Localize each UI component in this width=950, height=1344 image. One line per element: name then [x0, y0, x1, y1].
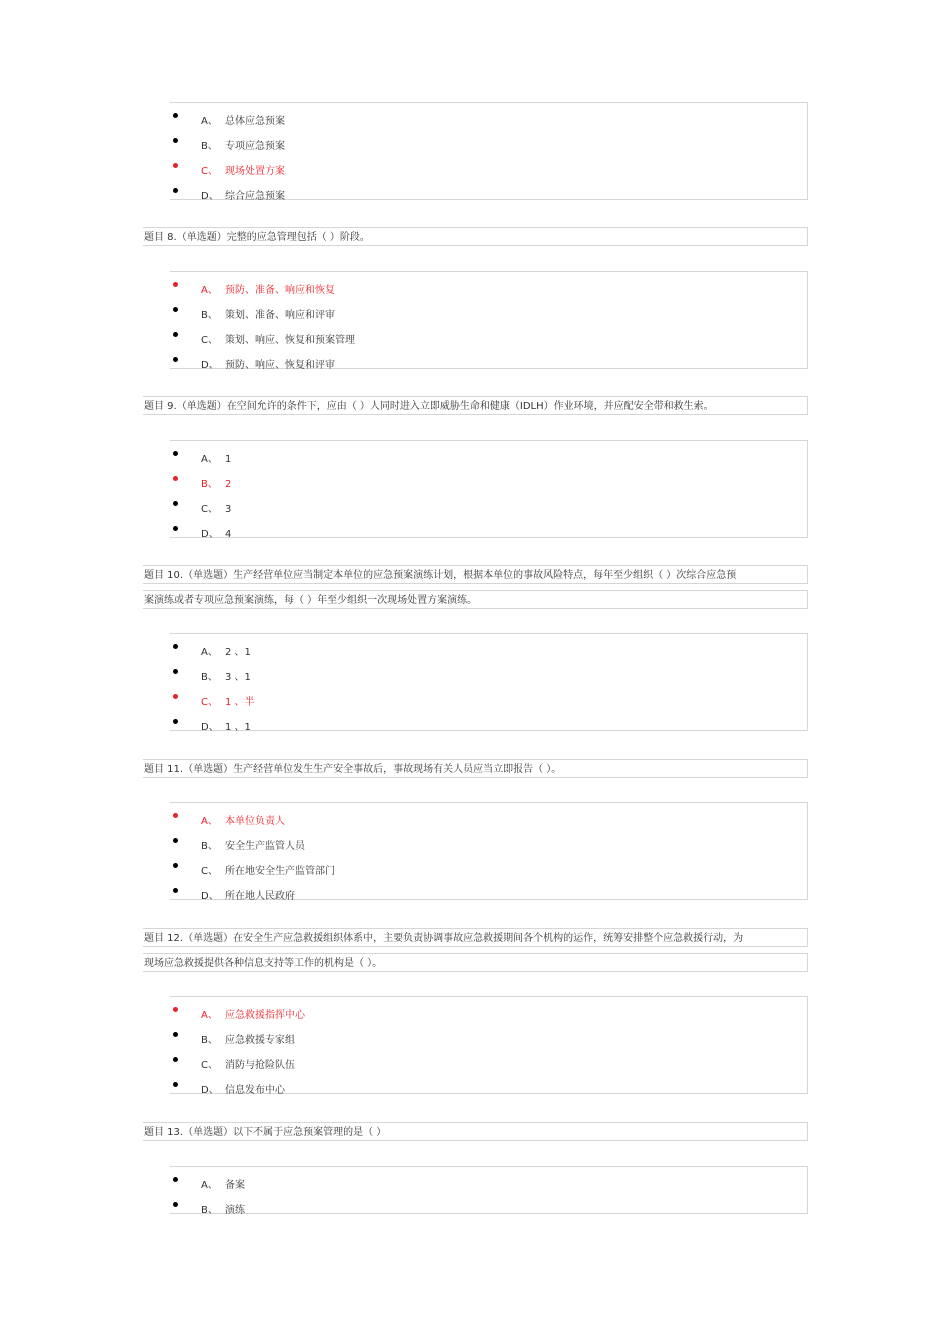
- bullet-icon: [173, 113, 178, 118]
- question-text: 现场应急救援提供各种信息支持等工作的机构是（ ）。: [144, 958, 383, 969]
- option-text: 安全生产监管人员: [225, 841, 305, 852]
- option-letter: A、: [201, 816, 218, 827]
- question-9-line-1: [143, 396, 808, 415]
- option-letter: B、: [201, 310, 218, 321]
- option-text: 策划、准备、响应和评审: [225, 310, 335, 321]
- option-letter: A、: [201, 647, 218, 658]
- bullet-icon: [173, 888, 178, 893]
- bullet-icon: [173, 838, 178, 843]
- option-letter: C、: [201, 166, 218, 177]
- option-letter: A、: [201, 1010, 218, 1021]
- bullet-icon: [173, 1057, 178, 1062]
- option-text: 1 、1: [225, 722, 251, 733]
- option-letter: C、: [201, 866, 218, 877]
- option-letter: B、: [201, 479, 218, 490]
- bullet-icon: [173, 863, 178, 868]
- options-box-q7: [170, 102, 808, 200]
- option-text: 演练: [225, 1205, 245, 1216]
- option-letter: B、: [201, 141, 218, 152]
- bullet-icon: [173, 451, 178, 456]
- option-letter: B、: [201, 1035, 218, 1046]
- option-text: 信息发布中心: [225, 1085, 285, 1096]
- option-letter: A、: [201, 1180, 218, 1191]
- option-letter: B、: [201, 841, 218, 852]
- question-12-line-1: [143, 928, 808, 947]
- option-text: 2: [225, 479, 232, 490]
- question-text: 题目 8.（单选题）完整的应急管理包括（ ）阶段。: [144, 232, 370, 243]
- question-12-line-2: [143, 953, 808, 972]
- bullet-icon: [173, 1032, 178, 1037]
- option-text: 备案: [225, 1180, 245, 1191]
- option-text: 3 、1: [225, 672, 251, 683]
- bullet-icon: [173, 1082, 178, 1087]
- options-box-q12: [170, 996, 808, 1094]
- bullet-icon: [173, 476, 178, 481]
- bullet-icon: [173, 694, 178, 699]
- option-letter: D、: [201, 722, 219, 733]
- option-text: 现场处置方案: [225, 166, 285, 177]
- options-box-q11: [170, 802, 808, 900]
- option-letter: B、: [201, 672, 218, 683]
- question-text: 题目 11.（单选题）生产经营单位发生生产安全事故后，事故现场有关人员应当立即报告（ ）。: [144, 764, 562, 775]
- bullet-icon: [173, 188, 178, 193]
- bullet-icon: [173, 357, 178, 362]
- option-text: 3: [225, 504, 232, 515]
- option-text: 策划、响应、恢复和预案管理: [225, 335, 355, 346]
- option-letter: D、: [201, 891, 219, 902]
- question-10-line-1: [143, 565, 808, 584]
- question-10-line-2: [143, 590, 808, 609]
- bullet-icon: [173, 644, 178, 649]
- option-letter: B、: [201, 1205, 218, 1216]
- bullet-icon: [173, 332, 178, 337]
- options-box-q13: [170, 1166, 808, 1214]
- option-text: 应急救援专家组: [225, 1035, 295, 1046]
- options-box-q9: [170, 440, 808, 538]
- question-text: 题目 9.（单选题）在空间允许的条件下，应由（ ）人同时进入立即威胁生命和健康（IDLH）作业环境，并应配安全带和救生索。: [144, 401, 714, 412]
- bullet-icon: [173, 138, 178, 143]
- bullet-icon: [173, 719, 178, 724]
- option-text: 本单位负责人: [225, 816, 285, 827]
- question-text: 题目 12.（单选题）在安全生产应急救援组织体系中，主要负责协调事故应急救援期间各个机构的运作，统筹安排整个应急救援行动，为: [144, 933, 744, 944]
- option-text: 1: [225, 454, 232, 465]
- option-text: 消防与抢险队伍: [225, 1060, 295, 1071]
- option-text: 预防、响应、恢复和评审: [225, 360, 335, 371]
- option-text: 总体应急预案: [225, 116, 285, 127]
- option-text: 所在地安全生产监管部门: [225, 866, 335, 877]
- option-letter: A、: [201, 454, 218, 465]
- option-text: 专项应急预案: [225, 141, 285, 152]
- bullet-icon: [173, 1007, 178, 1012]
- option-letter: A、: [201, 285, 218, 296]
- option-letter: C、: [201, 335, 218, 346]
- bullet-icon: [173, 307, 178, 312]
- option-text: 所在地人民政府: [225, 891, 295, 902]
- option-letter: A、: [201, 116, 218, 127]
- question-text: 案演练或者专项应急预案演练，每（ ）年至少组织一次现场处置方案演练。: [144, 595, 478, 606]
- option-letter: D、: [201, 1085, 219, 1096]
- bullet-icon: [173, 282, 178, 287]
- options-box-q10: [170, 633, 808, 731]
- option-text: 综合应急预案: [225, 191, 285, 202]
- options-box-q8: [170, 271, 808, 369]
- bullet-icon: [173, 813, 178, 818]
- question-text: 题目 10.（单选题）生产经营单位应当制定本单位的应急预案演练计划，根据本单位的事故风险特点，每年至少组织（ ）次综合应急预: [144, 570, 737, 581]
- bullet-icon: [173, 1202, 178, 1207]
- option-text: 1 、半: [225, 697, 255, 708]
- question-text: 题目 13.（单选题）以下不属于应急预案管理的是（ ）: [144, 1127, 387, 1138]
- question-8-line-1: [143, 227, 808, 246]
- bullet-icon: [173, 1177, 178, 1182]
- option-text: 2 、1: [225, 647, 251, 658]
- option-letter: C、: [201, 504, 218, 515]
- option-letter: C、: [201, 1060, 218, 1071]
- bullet-icon: [173, 526, 178, 531]
- question-11-line-1: [143, 759, 808, 778]
- bullet-icon: [173, 669, 178, 674]
- option-letter: D、: [201, 191, 219, 202]
- option-text: 4: [225, 529, 232, 540]
- bullet-icon: [173, 501, 178, 506]
- option-text: 预防、准备、响应和恢复: [225, 285, 335, 296]
- bullet-icon: [173, 163, 178, 168]
- question-13-line-1: [143, 1122, 808, 1141]
- option-letter: C、: [201, 697, 218, 708]
- option-text: 应急救援指挥中心: [225, 1010, 305, 1021]
- option-letter: D、: [201, 360, 219, 371]
- option-letter: D、: [201, 529, 219, 540]
